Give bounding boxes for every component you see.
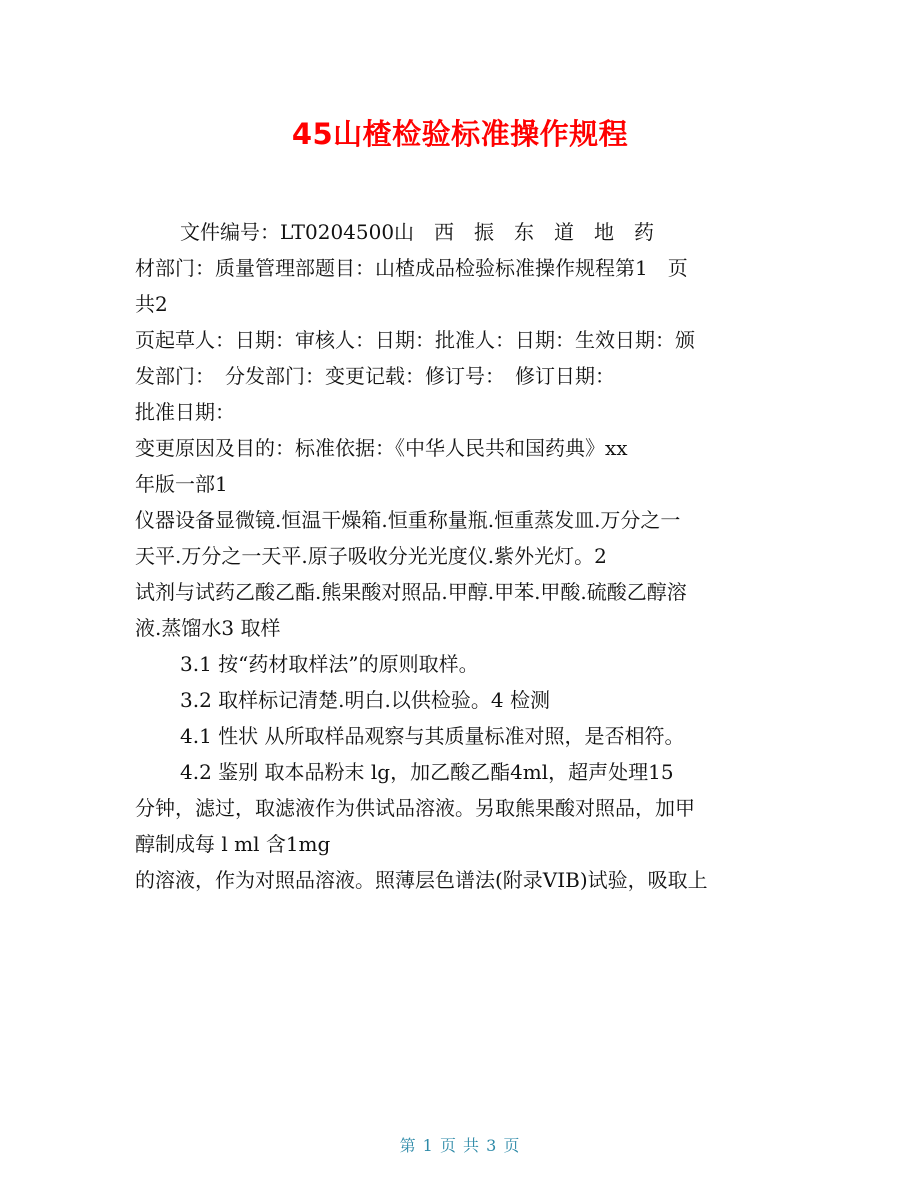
text-line: 年版一部1: [135, 472, 228, 496]
text-line: 批准日期：: [135, 400, 235, 424]
text-line: 分钟，滤过，取滤液作为供试品溶液。另取熊果酸对照品，加甲: [135, 796, 695, 820]
text-line: 仪器设备显微镜.恒温干燥箱.恒重称量瓶.恒重蒸发皿.万分之一: [135, 508, 681, 532]
text-line: 变更原因及目的：标准依据：《中华人民共和国药典》xx: [135, 436, 628, 460]
text-line: 材部门：质量管理部题目：山楂成品检验标准操作规程第1 页: [135, 256, 688, 280]
text-line: 4.2 鉴别 取本品粉末 lg，加乙酸乙酯4ml，超声处理15: [180, 760, 674, 784]
text-line: 3.2 取样标记清楚.明白.以供检验。4 检测: [180, 688, 550, 712]
text-line: 醇制成每 l ml 含1mg: [135, 832, 331, 856]
document-title: 45山楂检验标准操作规程: [291, 117, 629, 151]
text-line: 试剂与试药乙酸乙酯.熊果酸对照品.甲醇.甲苯.甲酸.硫酸乙醇溶: [135, 580, 687, 604]
text-line: 共2: [135, 292, 168, 316]
page-number-footer: 第 1 页 共 3 页: [399, 1136, 521, 1155]
text-line: 液.蒸馏水3 取样: [135, 616, 281, 640]
text-line: 发部门： 分发部门：变更记载：修订号： 修订日期：: [135, 364, 615, 388]
text-line: 3.1 按“药材取样法”的原则取样。: [180, 652, 479, 676]
text-line: 文件编号：LT0204500山 西 振 东 道 地 药: [180, 220, 655, 244]
text-line: 的溶液，作为对照品溶液。照薄层色谱法(附录VIB)试验，吸取上: [135, 868, 708, 892]
text-line: 页起草人：日期：审核人：日期：批准人：日期：生效日期：颁: [135, 328, 695, 352]
text-line: 4.1 性状 从所取样品观察与其质量标准对照，是否相符。: [180, 724, 685, 748]
text-line: 天平.万分之一天平.原子吸收分光光度仪.紫外光灯。2: [135, 544, 607, 568]
document-body: [135, 214, 785, 898]
